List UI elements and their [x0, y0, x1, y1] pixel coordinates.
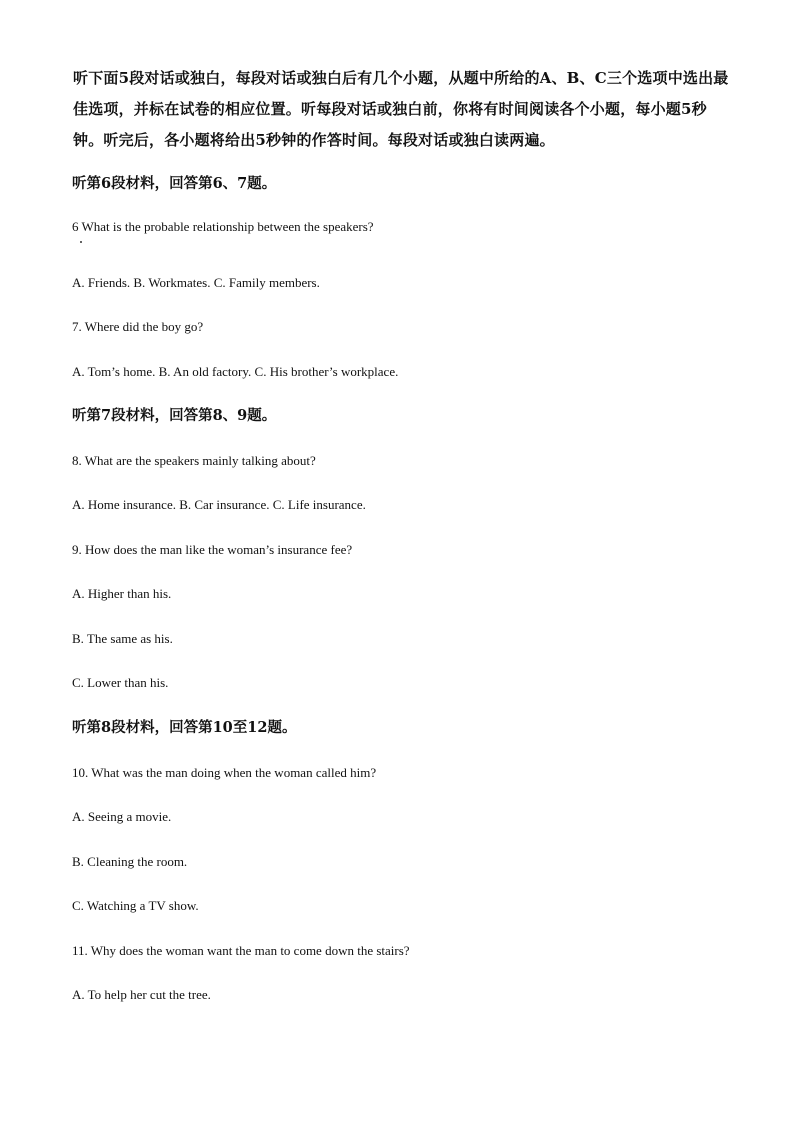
- question-text: 8. What are the speakers mainly talking about?: [72, 453, 316, 468]
- answer-option: A. To help her cut the tree.: [72, 987, 211, 1002]
- question-text: 7. Where did the boy go?: [72, 319, 204, 334]
- answer-options: A. Tom’s home. B. An old factory. C. His brother’s workplace.: [72, 364, 399, 379]
- section-heading: 听第6段材料，回答第6、7题。: [72, 175, 277, 192]
- section-heading: 听第7段材料，回答第8、9题。: [72, 407, 277, 424]
- answer-option: A. Higher than his.: [72, 586, 172, 601]
- answer-option: C. Lower than his.: [72, 675, 169, 690]
- answer-option: C. Watching a TV show.: [72, 898, 199, 913]
- section-heading: 听第8段材料，回答第10至12题。: [72, 719, 297, 736]
- question-text: 11. Why does the woman want the man to come down the stairs?: [72, 943, 410, 958]
- answer-options: A. Friends. B. Workmates. C. Family members.: [72, 275, 320, 290]
- question-text: 6 What is the probable relationship between the speakers?: [72, 219, 374, 234]
- listening-instructions: 听下面5段对话或独白，每段对话或独白后有几个小题，从题中所给的A、B、C三个选项中选出最佳选项，并标在试卷的相应位置。听每段对话或独白前，你将有时间阅读各个小题，每小题5秒钟。听完后，各小题将给出5秒钟的作答时间。每段对话或独白读两遍。: [73, 69, 729, 149]
- question-text: 10. What was the man doing when the woman called him?: [72, 765, 377, 780]
- answer-options: A. Home insurance. B. Car insurance. C. Life insurance.: [72, 497, 366, 512]
- answer-option: B. Cleaning the room.: [72, 854, 188, 869]
- answer-option: B. The same as his.: [72, 631, 173, 646]
- question-text: 9. How does the man like the woman’s insurance fee?: [72, 542, 353, 557]
- answer-option: A. Seeing a movie.: [72, 809, 172, 824]
- stray-mark: [80, 241, 82, 243]
